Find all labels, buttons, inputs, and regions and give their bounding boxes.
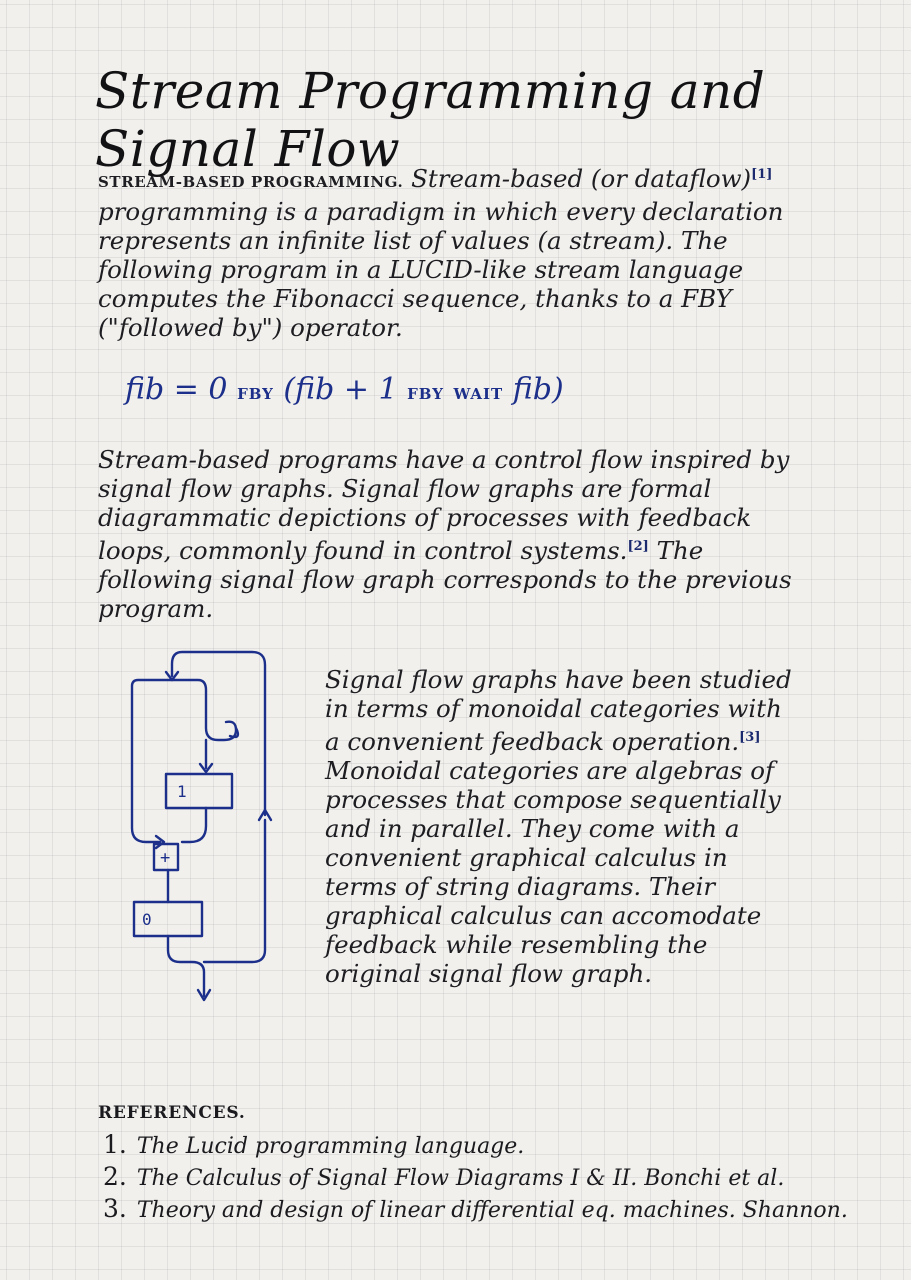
citation-2[interactable]: [2] xyxy=(627,539,649,554)
reference-item-1[interactable] xyxy=(103,1130,823,1162)
formula-keyword-fby: FBY xyxy=(237,385,274,403)
left-branch-wire xyxy=(132,680,172,842)
paragraph-text: Signal flow graphs have been studied in terms of monoidal categories with a convenient feedback operation. xyxy=(325,665,792,757)
reference-number: 1. xyxy=(103,1130,127,1159)
paragraph-signal-flow-graphs xyxy=(98,445,798,623)
references-list xyxy=(103,1130,848,1226)
citation-1[interactable]: [1] xyxy=(751,167,773,182)
page-title: Stream Programming and Signal Flow xyxy=(95,62,766,178)
reference-text: The Calculus of Signal Flow Diagrams I & II. Bonchi et al. xyxy=(136,1166,785,1191)
formula-mid: (fib + 1 xyxy=(283,372,398,407)
paragraph-text-cont: Monoidal categories are algebras of processes that compose sequentially and in parallel. They come with a convenient graphical calculus in terms of string diagrams. Their graphical calculus can accomodate feedback while resembling the original signal flow graph. xyxy=(325,756,781,989)
formula-keyword-fby-2: FBY xyxy=(407,385,444,403)
paragraph-text: Stream-based programs have a control flow inspired by signal flow graphs. Signal flow graphs are formal diagrammatic depictions of processes with feedback loops, commonly found in control systems. xyxy=(98,445,790,566)
fib-formula xyxy=(125,372,685,407)
box-plus-label: + xyxy=(160,848,171,868)
reference-number: 3. xyxy=(103,1194,127,1223)
reference-item-2[interactable] xyxy=(103,1162,823,1194)
signal-flow-diagram xyxy=(120,640,280,1010)
paragraph-monoidal-categories xyxy=(325,665,795,988)
one-to-plus-wire xyxy=(182,808,206,842)
section-lead-label: STREAM-BASED PROGRAMMING. xyxy=(98,173,404,192)
citation-3[interactable]: [3] xyxy=(739,730,761,745)
zero-feedback-wire xyxy=(204,820,265,962)
box-one xyxy=(166,774,232,808)
paragraph-text: Stream-based (or dataflow) xyxy=(403,164,752,194)
reference-number: 2. xyxy=(103,1162,127,1191)
references-heading: REFERENCES. xyxy=(98,1103,246,1123)
reference-text: Theory and design of linear differential eq. machines. Shannon. xyxy=(136,1198,848,1223)
reference-item-3[interactable] xyxy=(103,1194,848,1226)
formula-lhs: fib = 0 xyxy=(125,372,228,407)
paragraph-text-cont: The following signal flow graph corresponds to the previous program. xyxy=(98,536,792,624)
box-one-label: 1 xyxy=(177,782,187,801)
formula-keyword-wait: WAIT xyxy=(453,385,504,403)
paragraph-stream-based-programming xyxy=(98,160,818,342)
paragraph-text-cont: programming is a paradigm in which every declaration represents an infinite list of values (a stream). The following program in a LUCID-like stream language computes the Fibonacci sequence, thanks to a FBY ("followed by") operator. xyxy=(98,197,784,343)
formula-rhs: fib) xyxy=(512,372,564,407)
right-branch-wire xyxy=(172,680,236,740)
box-zero-label: 0 xyxy=(142,910,152,929)
reference-text: The Lucid programming language. xyxy=(136,1134,525,1159)
zero-output-wire xyxy=(168,936,204,996)
